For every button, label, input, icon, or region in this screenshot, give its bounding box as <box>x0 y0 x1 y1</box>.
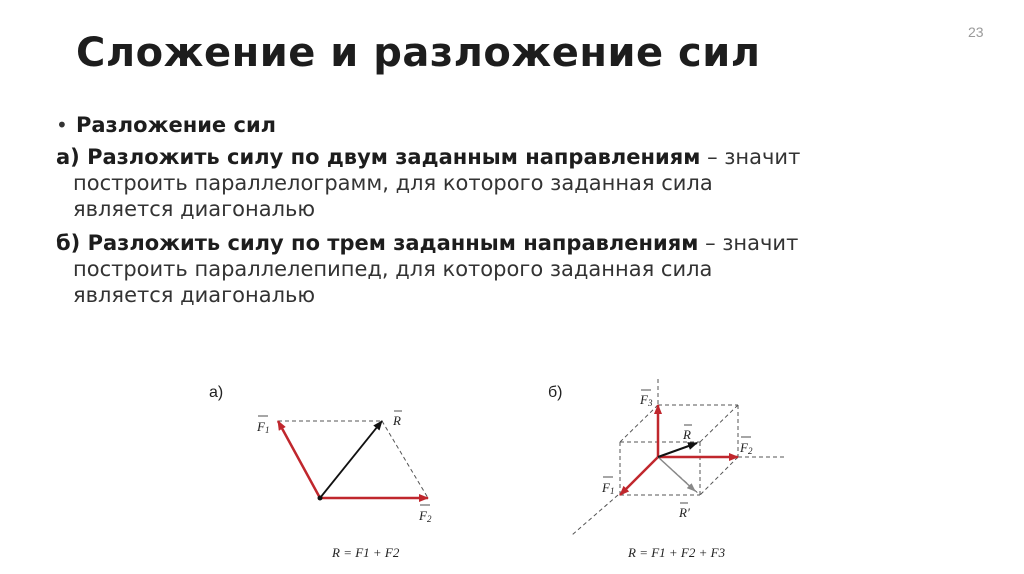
page-number: 23 <box>968 24 984 40</box>
svg-text:2: 2 <box>748 446 753 456</box>
axis-x <box>572 495 618 535</box>
figure-a-formula <box>330 542 440 564</box>
formula-b-text: R = F1 + F2 + F3 <box>628 545 726 560</box>
paragraph-b-dash: – значит <box>698 231 799 255</box>
paragraph-b-heading: б) Разложить силу по трем заданным направлениям <box>56 231 699 255</box>
formula-a-text: R = F1 + F2 <box>332 545 400 560</box>
svg-text:R: R <box>683 427 691 442</box>
paragraph-b <box>56 230 976 308</box>
vector-f1 <box>620 457 658 495</box>
svg-text:1: 1 <box>610 486 615 496</box>
label-r-prime <box>678 503 690 520</box>
svg-text:F: F <box>419 508 427 523</box>
label-r <box>392 411 402 428</box>
paragraph-a-line2: построить параллелограмм, для которого заданная сила <box>73 171 713 195</box>
svg-text:F: F <box>257 419 265 434</box>
paragraph-a <box>56 144 976 222</box>
label-f2 <box>418 505 432 524</box>
slide-content <box>56 112 976 316</box>
label-f1 <box>601 477 615 496</box>
label-f3 <box>639 390 653 408</box>
vector-f1 <box>278 421 320 498</box>
svg-text:R′: R′ <box>679 505 690 520</box>
label-f2 <box>739 437 753 456</box>
label-r <box>682 425 692 442</box>
svg-text:F: F <box>740 440 748 455</box>
svg-text:3: 3 <box>648 398 653 408</box>
svg-text:1: 1 <box>265 425 270 435</box>
svg-text:R: R <box>393 413 401 428</box>
bullet-item <box>56 112 976 138</box>
paragraph-a-dash: – значит <box>700 145 801 169</box>
figure-b-label: б) <box>548 384 563 401</box>
figure-b-formula <box>626 542 766 564</box>
bullet-icon: • <box>56 113 68 137</box>
svg-text:F: F <box>640 392 648 407</box>
svg-text:2: 2 <box>427 514 432 524</box>
bullet-text: Разложение сил <box>76 113 277 137</box>
paragraph-a-line3: является диагональю <box>73 197 316 221</box>
label-f1 <box>256 416 270 435</box>
vector-r <box>658 443 697 457</box>
figure-a-label: а) <box>209 384 224 401</box>
paragraph-a-heading: а) Разложить силу по двум заданным направлениям <box>56 145 701 169</box>
dashed-side-right <box>382 421 428 498</box>
paragraph-b-line2: построить параллелепипед, для которого заданная сила <box>73 257 713 281</box>
figure-b-parallelepiped-diagram <box>570 375 795 543</box>
vector-r <box>320 421 382 498</box>
svg-text:F: F <box>602 480 610 495</box>
origin-point <box>318 496 323 501</box>
vector-r-prime <box>658 457 695 491</box>
paragraph-b-line3: является диагональю <box>73 283 316 307</box>
slide-title: Сложение и разложение сил <box>76 30 761 76</box>
